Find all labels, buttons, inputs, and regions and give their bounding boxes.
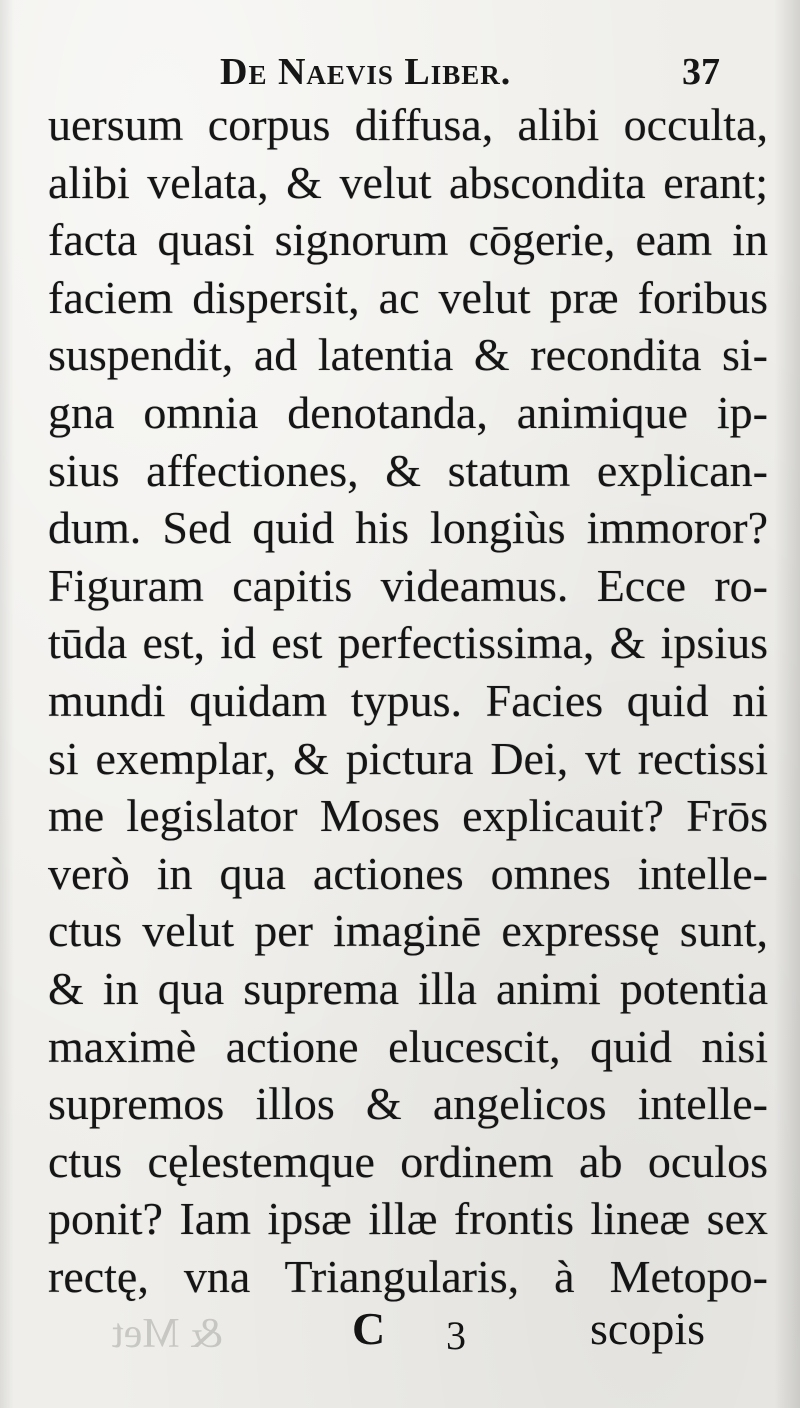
text-line: gna omnia denotanda, animique ip- xyxy=(48,386,768,438)
text-line: me legislator Moses explicauit? Frōs xyxy=(48,790,768,842)
text-line: ctus cęlestemque ordinem ab oculos xyxy=(48,1135,768,1187)
text-line: dum. Sed quid his longiùs immoror? xyxy=(48,502,768,554)
signature-number: 3 xyxy=(446,1313,466,1358)
running-title: De Naevis Liber. xyxy=(220,51,512,93)
text-line: verò in qua actiones omnes intelle- xyxy=(48,847,768,899)
text-line: faciem dispersit, ac velut præ foribus xyxy=(48,271,768,323)
text-line: uersum corpus diffusa, alibi occulta, xyxy=(48,99,768,150)
text-line: alibi velata, & velut abscondita erant; xyxy=(48,156,768,208)
text-line: maximè actione elucescit, quid nisi xyxy=(48,1020,768,1072)
text-line: rectę, vna Triangularis, à Metopo- xyxy=(48,1250,768,1302)
text-line: ponit? Iam ipsæ illæ frontis lineæ sex xyxy=(48,1193,768,1245)
left-page-shadow xyxy=(0,0,14,1408)
page-number: 37 xyxy=(682,51,720,93)
text-line: & in qua suprema illa animi potentia xyxy=(48,962,768,1014)
bleed-through-text: & Met xyxy=(112,1311,223,1357)
page-header xyxy=(220,50,740,102)
text-line: ctus velut per imaginē expressę sunt, xyxy=(48,905,768,957)
right-page-shadow xyxy=(774,0,800,1408)
page-footer xyxy=(0,1302,800,1372)
signature-mark: C xyxy=(352,1303,386,1354)
body-text xyxy=(48,96,768,1305)
text-line: Figuram capitis videamus. Ecce ro- xyxy=(48,559,768,611)
text-line: supremos illos & angelicos intelle- xyxy=(48,1078,768,1130)
text-line: suspendit, ad latentia & recondita si- xyxy=(48,329,768,381)
text-line: facta quasi signorum cōgerie, eam in xyxy=(48,214,768,266)
text-line: mundi quidam typus. Facies quid ni xyxy=(48,674,768,726)
catchword: scopis xyxy=(590,1303,705,1354)
text-line: si exemplar, & pictura Dei, vt rectissi xyxy=(48,732,768,784)
text-line: sius affectiones, & statum explican- xyxy=(48,444,768,496)
text-line: tūda est, id est perfectissima, & ipsius xyxy=(48,617,768,669)
